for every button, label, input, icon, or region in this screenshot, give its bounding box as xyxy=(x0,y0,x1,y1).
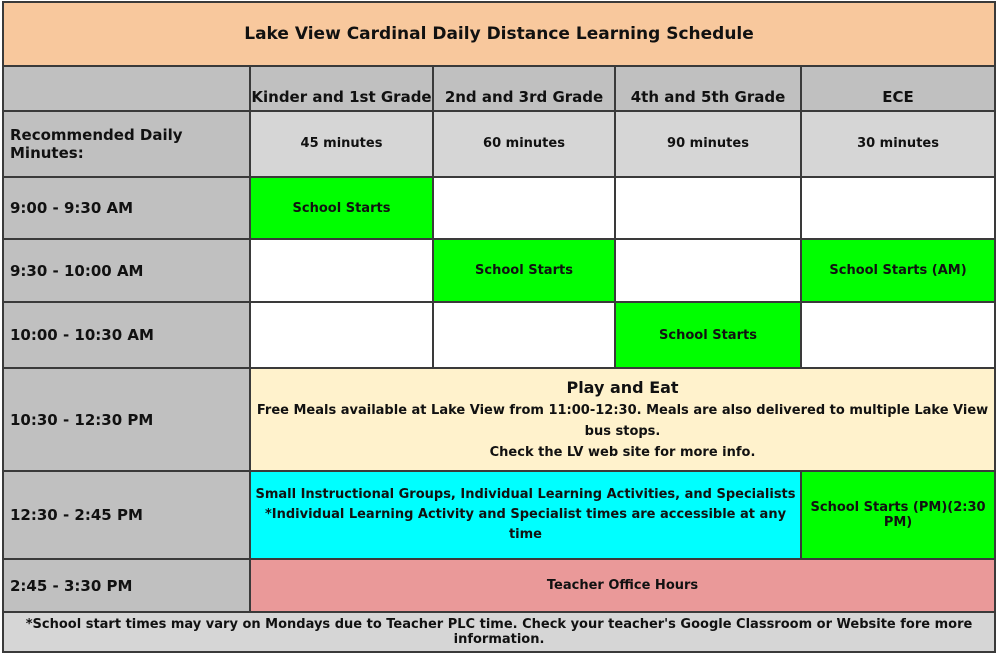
instructional-groups-cell xyxy=(250,471,801,560)
minutes-kinder-1st: 45 minutes xyxy=(250,111,433,177)
empty-cell xyxy=(801,302,995,368)
time-label: 12:30 - 2:45 PM xyxy=(3,471,250,560)
header-corner xyxy=(3,66,250,110)
schedule-title: Lake View Cardinal Daily Distance Learning Schedule xyxy=(3,2,995,66)
school-starts-4th-5th: School Starts xyxy=(615,302,801,368)
school-starts-ece-pm: School Starts (PM)(2:30 PM) xyxy=(801,471,995,560)
row-0245 xyxy=(3,559,995,611)
schedule-table xyxy=(2,1,996,653)
time-label: 2:45 - 3:30 PM xyxy=(3,559,250,611)
play-and-eat-title: Play and Eat xyxy=(566,377,679,397)
row-0900 xyxy=(3,177,995,239)
row-1000 xyxy=(3,302,995,368)
row-1030 xyxy=(3,368,995,471)
header-kinder-1st: Kinder and 1st Grade xyxy=(250,66,433,110)
empty-cell xyxy=(615,239,801,301)
teacher-office-hours: Teacher Office Hours xyxy=(250,559,995,611)
empty-cell xyxy=(250,302,433,368)
empty-cell xyxy=(250,239,433,301)
minutes-ece: 30 minutes xyxy=(801,111,995,177)
minutes-label: Recommended Daily Minutes: xyxy=(3,111,250,177)
time-label: 10:00 - 10:30 AM xyxy=(3,302,250,368)
empty-cell xyxy=(433,302,615,368)
header-ece: ECE xyxy=(801,66,995,110)
time-label: 10:30 - 12:30 PM xyxy=(3,368,250,471)
empty-cell xyxy=(801,177,995,239)
empty-cell xyxy=(615,177,801,239)
school-starts-kinder-1st: School Starts xyxy=(250,177,433,239)
header-4th-5th: 4th and 5th Grade xyxy=(615,66,801,110)
row-0930 xyxy=(3,239,995,301)
school-starts-2nd-3rd: School Starts xyxy=(433,239,615,301)
play-and-eat-meals-info: Free Meals available at Lake View from 11:00-12:30. Meals are also delivered to multiple Lake View bus stops. xyxy=(256,402,989,439)
play-and-eat-website-info: Check the LV web site for more info. xyxy=(489,444,756,460)
footnote: *School start times may vary on Mondays due to Teacher PLC time. Check your teacher's Google Classroom or Website fore more information. xyxy=(3,612,995,652)
time-label: 9:00 - 9:30 AM xyxy=(3,177,250,239)
row-1230 xyxy=(3,471,995,560)
instructional-groups-text: Small Instructional Groups, Individual Learning Activities, and Specialists xyxy=(255,487,796,503)
grade-header-row xyxy=(3,66,995,110)
header-2nd-3rd: 2nd and 3rd Grade xyxy=(433,66,615,110)
instructional-groups-note: *Individual Learning Activity and Specialist times are accessible at any time xyxy=(264,507,787,543)
minutes-4th-5th: 90 minutes xyxy=(615,111,801,177)
play-and-eat-cell xyxy=(250,368,995,471)
minutes-row xyxy=(3,111,995,177)
empty-cell xyxy=(433,177,615,239)
minutes-2nd-3rd: 60 minutes xyxy=(433,111,615,177)
time-label: 9:30 - 10:00 AM xyxy=(3,239,250,301)
school-starts-ece-am: School Starts (AM) xyxy=(801,239,995,301)
